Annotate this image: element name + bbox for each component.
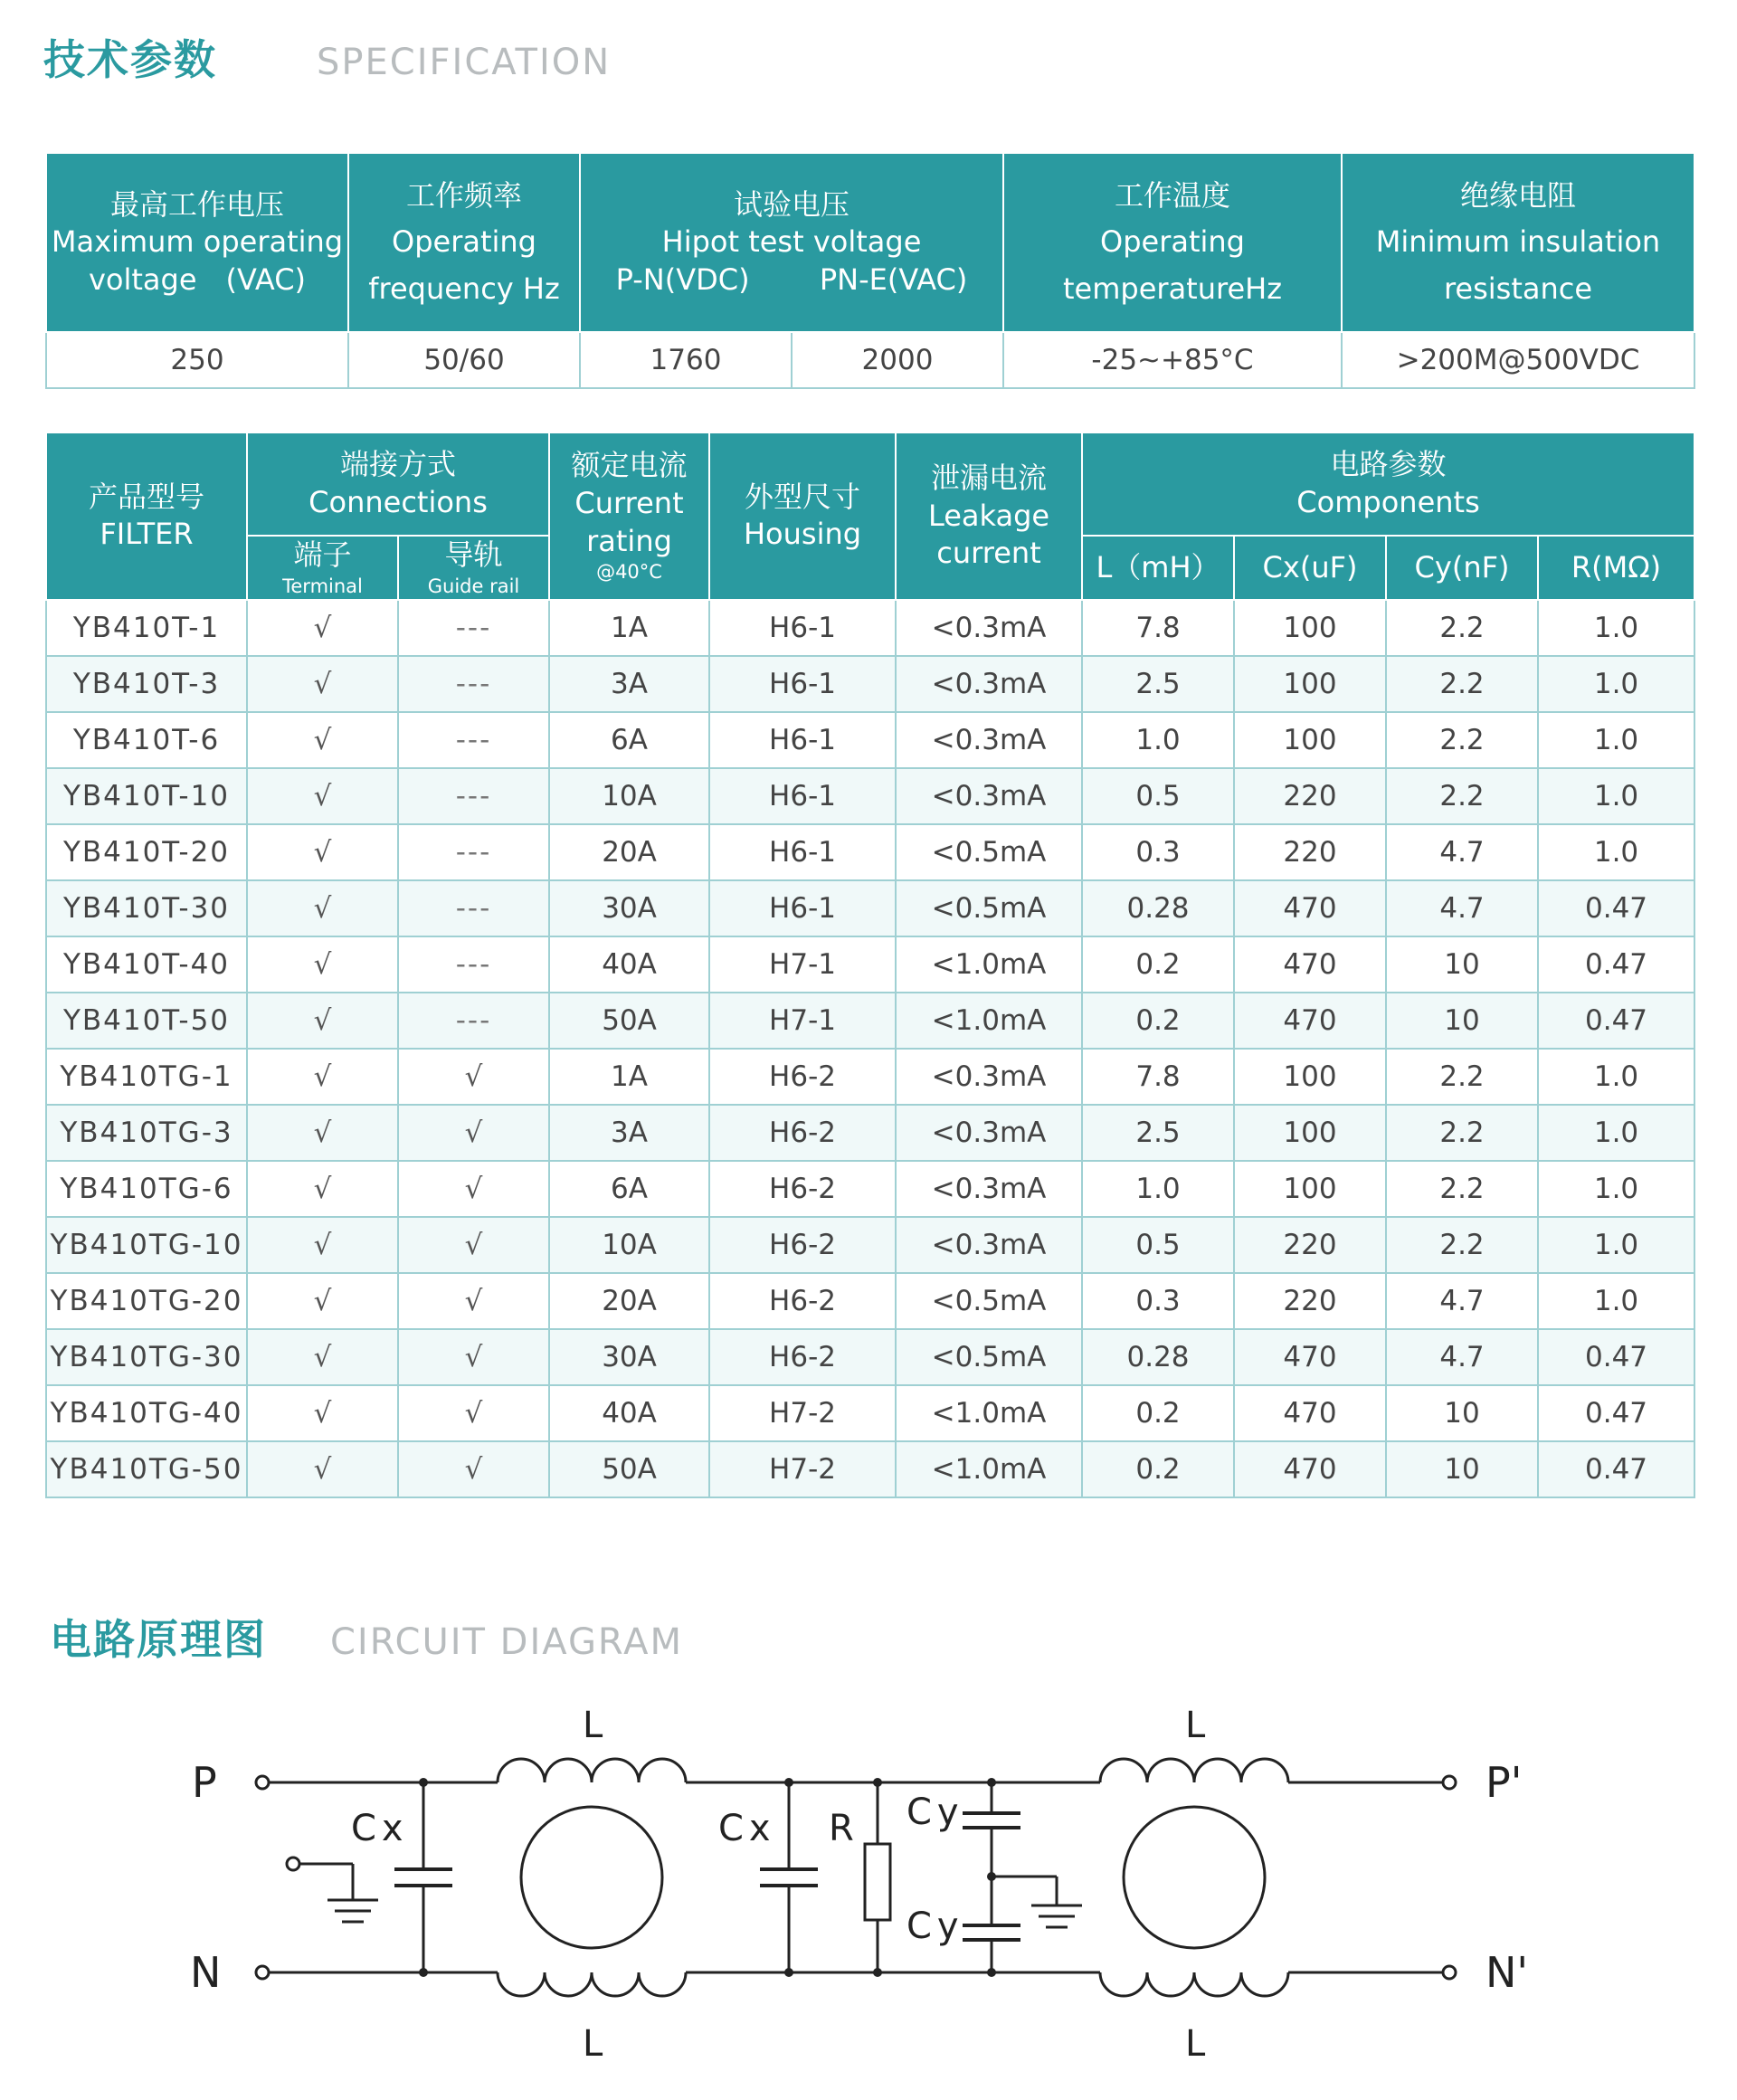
cell-leakage: <0.5mA: [896, 1329, 1082, 1385]
cell-model: YB410T-3: [46, 656, 247, 712]
cell-r: 1.0: [1538, 1049, 1694, 1105]
label-r: R: [829, 1808, 859, 1849]
cell-cx: 100: [1234, 656, 1386, 712]
cell-l: 7.8: [1082, 1049, 1234, 1105]
hipot-pn: P-N(VDC): [615, 261, 750, 297]
table-row: [46, 1217, 1694, 1273]
cell-terminal: √: [247, 1329, 398, 1385]
spec-value-voltage: 250: [46, 332, 348, 388]
cell-guide-rail: √: [398, 1385, 549, 1441]
cell-guide-rail: ---: [398, 824, 549, 880]
cell-r: 1.0: [1538, 1105, 1694, 1161]
cell-terminal: √: [247, 1049, 398, 1105]
cell-cx: 470: [1234, 880, 1386, 936]
cell-leakage: <1.0mA: [896, 993, 1082, 1049]
cell-terminal: √: [247, 1273, 398, 1329]
cell-guide-rail: ---: [398, 712, 549, 768]
cell-l: 1.0: [1082, 1161, 1234, 1217]
cell-housing: H6-1: [709, 656, 896, 712]
cell-cx: 220: [1234, 824, 1386, 880]
cell-cx: 220: [1234, 768, 1386, 824]
table-row: [46, 1049, 1694, 1105]
cell-current: 20A: [549, 824, 709, 880]
cell-r: 0.47: [1538, 1329, 1694, 1385]
cell-leakage: <0.3mA: [896, 712, 1082, 768]
core-right: [1124, 1807, 1265, 1948]
spec-value-insulation: >200M@500VDC: [1342, 332, 1694, 388]
table-row: [46, 1273, 1694, 1329]
cell-housing: H6-1: [709, 712, 896, 768]
cell-leakage: <1.0mA: [896, 1385, 1082, 1441]
cell-model: YB410TG-40: [46, 1385, 247, 1441]
cell-r: 0.47: [1538, 880, 1694, 936]
header-current: 额定电流 Current rating @40°C: [549, 432, 709, 600]
circuit-section-title: [50, 1607, 683, 1667]
cell-guide-rail: √: [398, 1105, 549, 1161]
product-table-body: [46, 600, 1694, 1497]
cell-cx: 100: [1234, 1161, 1386, 1217]
cell-current: 6A: [549, 1161, 709, 1217]
cell-housing: H6-2: [709, 1273, 896, 1329]
cell-l: 0.28: [1082, 1329, 1234, 1385]
cell-model: YB410TG-20: [46, 1273, 247, 1329]
cell-leakage: <1.0mA: [896, 936, 1082, 993]
cell-leakage: <0.3mA: [896, 1217, 1082, 1273]
label-p: P: [192, 1758, 217, 1807]
cell-terminal: √: [247, 1161, 398, 1217]
cell-model: YB410T-40: [46, 936, 247, 993]
cell-l: 0.3: [1082, 1273, 1234, 1329]
cell-leakage: <0.3mA: [896, 1049, 1082, 1105]
cell-cy: 2.2: [1386, 656, 1538, 712]
table-row: [46, 1441, 1694, 1497]
cell-guide-rail: √: [398, 1329, 549, 1385]
cell-current: 10A: [549, 768, 709, 824]
cell-model: YB410TG-30: [46, 1329, 247, 1385]
cell-terminal: √: [247, 880, 398, 936]
cell-r: 0.47: [1538, 993, 1694, 1049]
spec-value-hipot-pne: 2000: [792, 332, 1003, 388]
circuit-title-en: CIRCUIT DIAGRAM: [330, 1621, 683, 1663]
spec-title-cn: 技术参数: [43, 35, 217, 84]
header-housing: 外型尺寸 Housing: [709, 432, 896, 600]
spec-header-frequency: 工作频率 Operating frequency Hz: [348, 153, 580, 332]
label-l-top-left: L: [583, 1705, 609, 1746]
cell-current: 20A: [549, 1273, 709, 1329]
cell-cx: 220: [1234, 1273, 1386, 1329]
cell-housing: H6-1: [709, 768, 896, 824]
cell-cy: 10: [1386, 1441, 1538, 1497]
cell-housing: H6-2: [709, 1105, 896, 1161]
cell-model: YB410TG-50: [46, 1441, 247, 1497]
cell-guide-rail: √: [398, 1441, 549, 1497]
cell-current: 10A: [549, 1217, 709, 1273]
cell-housing: H6-1: [709, 600, 896, 656]
cell-r: 1.0: [1538, 1161, 1694, 1217]
cell-terminal: √: [247, 656, 398, 712]
label-n-out: N': [1485, 1948, 1529, 1997]
cell-cx: 100: [1234, 1049, 1386, 1105]
header-components: 电路参数 Components: [1082, 432, 1694, 536]
inductor-bottom-left: [498, 1972, 686, 1996]
terminal-n-out: [1443, 1966, 1456, 1979]
cell-cx: 470: [1234, 936, 1386, 993]
cell-cy: 10: [1386, 936, 1538, 993]
label-l-bottom-right: L: [1185, 2023, 1211, 2065]
cell-guide-rail: √: [398, 1161, 549, 1217]
cell-terminal: √: [247, 1105, 398, 1161]
terminal-p: [256, 1776, 269, 1789]
circuit-title-cn: 电路原理图: [50, 1615, 267, 1664]
cell-r: 1.0: [1538, 1217, 1694, 1273]
cell-housing: H7-2: [709, 1385, 896, 1441]
spec-value-frequency: 50/60: [348, 332, 580, 388]
cell-terminal: √: [247, 1385, 398, 1441]
cell-cy: 2.2: [1386, 1105, 1538, 1161]
cell-model: YB410T-1: [46, 600, 247, 656]
cell-r: 0.47: [1538, 936, 1694, 993]
header-l: L（mH）: [1082, 536, 1234, 600]
cell-guide-rail: √: [398, 1049, 549, 1105]
table-row: [46, 1105, 1694, 1161]
product-table: [45, 432, 1695, 1498]
cell-model: YB410TG-1: [46, 1049, 247, 1105]
table-row: [46, 880, 1694, 936]
cell-cy: 4.7: [1386, 880, 1538, 936]
cell-current: 1A: [549, 1049, 709, 1105]
cell-cx: 220: [1234, 1217, 1386, 1273]
cell-cx: 470: [1234, 993, 1386, 1049]
label-n: N: [190, 1948, 222, 1997]
cell-l: 7.8: [1082, 600, 1234, 656]
cell-guide-rail: ---: [398, 993, 549, 1049]
spec-title-en: SPECIFICATION: [317, 42, 612, 83]
spec-table: [45, 152, 1695, 389]
table-row: [46, 1161, 1694, 1217]
cell-leakage: <0.3mA: [896, 1161, 1082, 1217]
cell-guide-rail: ---: [398, 880, 549, 936]
spec-section-title: [43, 27, 611, 87]
cell-current: 40A: [549, 1385, 709, 1441]
cell-model: YB410T-6: [46, 712, 247, 768]
spec-header-hipot: 试验电压 Hipot test voltage P-N(VDC) PN-E(VAC): [580, 153, 1003, 332]
table-row: [46, 768, 1694, 824]
cell-leakage: <0.5mA: [896, 824, 1082, 880]
cell-guide-rail: √: [398, 1273, 549, 1329]
cell-terminal: √: [247, 936, 398, 993]
terminal-n: [256, 1966, 269, 1979]
cell-cy: 2.2: [1386, 1161, 1538, 1217]
cell-model: YB410T-20: [46, 824, 247, 880]
header-cx: Cx(uF): [1234, 536, 1386, 600]
table-row: [46, 936, 1694, 993]
cell-guide-rail: √: [398, 1217, 549, 1273]
label-l-bottom-left: L: [583, 2023, 609, 2065]
cell-terminal: √: [247, 768, 398, 824]
cell-l: 0.2: [1082, 936, 1234, 993]
cell-current: 40A: [549, 936, 709, 993]
cell-cy: 4.7: [1386, 1329, 1538, 1385]
label-cy-top: Cy: [906, 1791, 964, 1833]
table-row: [46, 824, 1694, 880]
cell-current: 30A: [549, 880, 709, 936]
cell-r: 1.0: [1538, 824, 1694, 880]
cell-guide-rail: ---: [398, 600, 549, 656]
cell-housing: H7-1: [709, 993, 896, 1049]
cell-housing: H6-2: [709, 1049, 896, 1105]
cell-r: 0.47: [1538, 1441, 1694, 1497]
header-r: R(MΩ): [1538, 536, 1694, 600]
cell-guide-rail: ---: [398, 936, 549, 993]
cell-r: 1.0: [1538, 656, 1694, 712]
cell-current: 3A: [549, 1105, 709, 1161]
cell-r: 1.0: [1538, 1273, 1694, 1329]
cell-terminal: √: [247, 824, 398, 880]
label-p-out: P': [1485, 1758, 1523, 1807]
cell-terminal: √: [247, 1217, 398, 1273]
cell-housing: H6-1: [709, 880, 896, 936]
cell-l: 0.2: [1082, 1441, 1234, 1497]
label-cy-bottom: Cy: [906, 1905, 964, 1947]
cell-guide-rail: ---: [398, 656, 549, 712]
cell-r: 1.0: [1538, 712, 1694, 768]
cell-cy: 2.2: [1386, 1217, 1538, 1273]
cell-leakage: <0.3mA: [896, 768, 1082, 824]
table-row: [46, 656, 1694, 712]
hipot-pne: PN-E(VAC): [819, 261, 968, 297]
cell-leakage: <0.3mA: [896, 1105, 1082, 1161]
header-cy: Cy(nF): [1386, 536, 1538, 600]
cell-l: 0.5: [1082, 1217, 1234, 1273]
cell-current: 3A: [549, 656, 709, 712]
cell-l: 0.5: [1082, 768, 1234, 824]
cell-cx: 100: [1234, 712, 1386, 768]
cell-cy: 2.2: [1386, 1049, 1538, 1105]
cell-housing: H6-1: [709, 824, 896, 880]
cell-r: 1.0: [1538, 600, 1694, 656]
cell-terminal: √: [247, 993, 398, 1049]
header-connections: 端接方式 Connections: [247, 432, 549, 536]
label-cx-left: Cx: [351, 1808, 409, 1849]
table-row: [46, 993, 1694, 1049]
cell-housing: H6-2: [709, 1329, 896, 1385]
cell-l: 2.5: [1082, 656, 1234, 712]
cell-leakage: <1.0mA: [896, 1441, 1082, 1497]
header-filter: 产品型号 FILTER: [46, 432, 247, 600]
cell-l: 1.0: [1082, 712, 1234, 768]
cell-model: YB410TG-3: [46, 1105, 247, 1161]
cell-cx: 470: [1234, 1441, 1386, 1497]
cell-model: YB410T-30: [46, 880, 247, 936]
terminal-earth: [287, 1858, 299, 1870]
cell-cy: 2.2: [1386, 712, 1538, 768]
spec-header-insulation: 绝缘电阻 Minimum insulation resistance: [1342, 153, 1694, 332]
cell-r: 0.47: [1538, 1385, 1694, 1441]
inductor-bottom-right: [1100, 1972, 1288, 1996]
cell-leakage: <0.5mA: [896, 1273, 1082, 1329]
cell-model: YB410TG-10: [46, 1217, 247, 1273]
spec-values-row: [46, 332, 1694, 388]
cell-housing: H7-2: [709, 1441, 896, 1497]
cell-leakage: <0.5mA: [896, 880, 1082, 936]
cell-terminal: √: [247, 712, 398, 768]
cell-cx: 470: [1234, 1329, 1386, 1385]
label-l-top-right: L: [1185, 1705, 1211, 1746]
table-row: [46, 600, 1694, 656]
cell-r: 1.0: [1538, 768, 1694, 824]
circuit-diagram: [181, 1701, 1556, 2081]
cell-current: 30A: [549, 1329, 709, 1385]
header-leakage: 泄漏电流 Leakage current: [896, 432, 1082, 600]
cell-l: 0.3: [1082, 824, 1234, 880]
cell-cy: 4.7: [1386, 1273, 1538, 1329]
cell-cx: 470: [1234, 1385, 1386, 1441]
header-guide-rail: 导轨 Guide rail: [398, 536, 549, 600]
cell-l: 2.5: [1082, 1105, 1234, 1161]
cell-leakage: <0.3mA: [896, 656, 1082, 712]
cell-l: 0.28: [1082, 880, 1234, 936]
cell-terminal: √: [247, 600, 398, 656]
cell-cy: 10: [1386, 1385, 1538, 1441]
spec-value-temperature: -25~+85°C: [1003, 332, 1342, 388]
cell-housing: H7-1: [709, 936, 896, 993]
inductor-top-left: [498, 1759, 686, 1782]
cell-current: 50A: [549, 1441, 709, 1497]
cell-model: YB410TG-6: [46, 1161, 247, 1217]
spec-header-temperature: 工作温度 Operating temperatureHz: [1003, 153, 1342, 332]
table-row: [46, 712, 1694, 768]
cell-guide-rail: ---: [398, 768, 549, 824]
core-left: [521, 1807, 662, 1948]
cell-housing: H6-2: [709, 1217, 896, 1273]
label-cx-middle: Cx: [718, 1808, 776, 1849]
cell-terminal: √: [247, 1441, 398, 1497]
cell-cy: 2.2: [1386, 600, 1538, 656]
cell-housing: H6-2: [709, 1161, 896, 1217]
cell-leakage: <0.3mA: [896, 600, 1082, 656]
table-row: [46, 1385, 1694, 1441]
spec-value-hipot-pn: 1760: [580, 332, 792, 388]
cell-l: 0.2: [1082, 993, 1234, 1049]
terminal-p-out: [1443, 1776, 1456, 1789]
cell-current: 6A: [549, 712, 709, 768]
cell-model: YB410T-10: [46, 768, 247, 824]
cell-cy: 10: [1386, 993, 1538, 1049]
cell-cy: 2.2: [1386, 768, 1538, 824]
cell-cx: 100: [1234, 1105, 1386, 1161]
cell-cx: 100: [1234, 600, 1386, 656]
inductor-top-right: [1100, 1759, 1288, 1782]
cell-current: 50A: [549, 993, 709, 1049]
cell-l: 0.2: [1082, 1385, 1234, 1441]
table-row: [46, 1329, 1694, 1385]
spec-header-voltage: 最高工作电压 Maximum operating voltage (VAC): [46, 153, 348, 332]
cell-cy: 4.7: [1386, 824, 1538, 880]
header-terminal: 端子 Terminal: [247, 536, 398, 600]
cell-current: 1A: [549, 600, 709, 656]
cell-model: YB410T-50: [46, 993, 247, 1049]
